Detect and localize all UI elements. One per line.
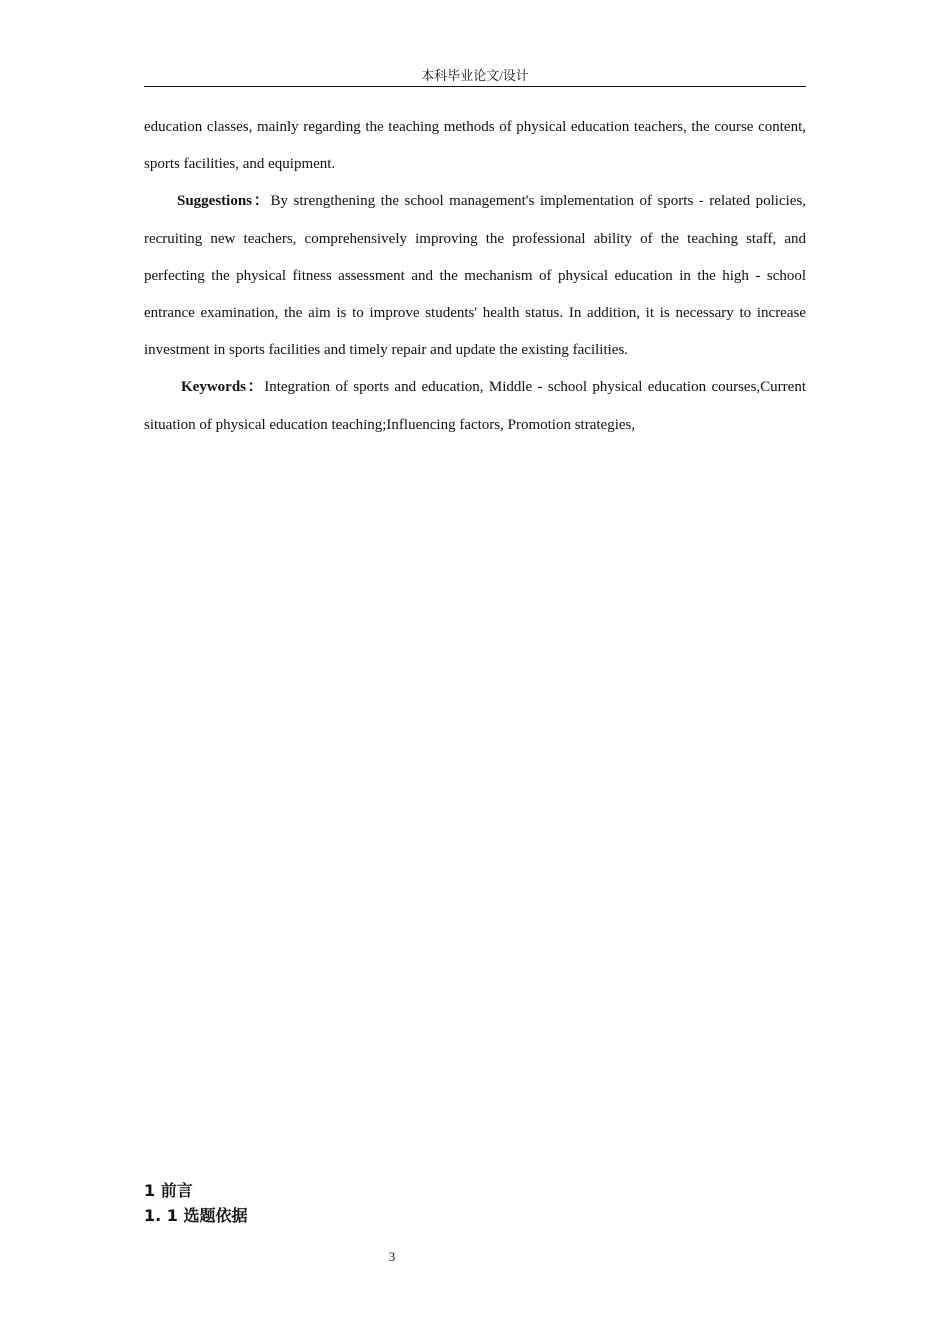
page-header <box>144 66 806 87</box>
keywords-paragraph <box>144 369 806 443</box>
header-title: 本科毕业论文/设计 <box>421 68 529 83</box>
keywords-label: Keywords： <box>181 379 265 396</box>
suggestions-paragraph <box>144 183 806 369</box>
section-headings <box>144 1178 248 1228</box>
subsection-heading: 1. 1 选题依据 <box>144 1206 248 1225</box>
continuation-paragraph: education classes, mainly regarding the teaching methods of physical education teachers, the course content, sports facilities, and equipment. <box>144 119 806 173</box>
section-heading: 1 前言 <box>144 1181 193 1200</box>
page-number: 3 <box>388 1249 396 1264</box>
suggestions-text: By strengthening the school management's implementation of sports - related policies, recruiting new teachers, comprehensively improving the professional ability of the teaching staff, and perfecting the physical fitness assessment and the mechanism of physical education in the high - school entrance examination, the aim is to improve students' health status. In addition, it is necessary to increase investment in sports facilities and timely repair and update the existing facilities. <box>144 193 807 359</box>
keywords-text: Integration of sports and education, Middle - school physical education courses,Current situation of physical education teaching;Influencing factors, Promotion strategies, <box>144 379 806 433</box>
suggestions-label: Suggestions： <box>177 193 271 210</box>
abstract-body <box>144 109 806 444</box>
